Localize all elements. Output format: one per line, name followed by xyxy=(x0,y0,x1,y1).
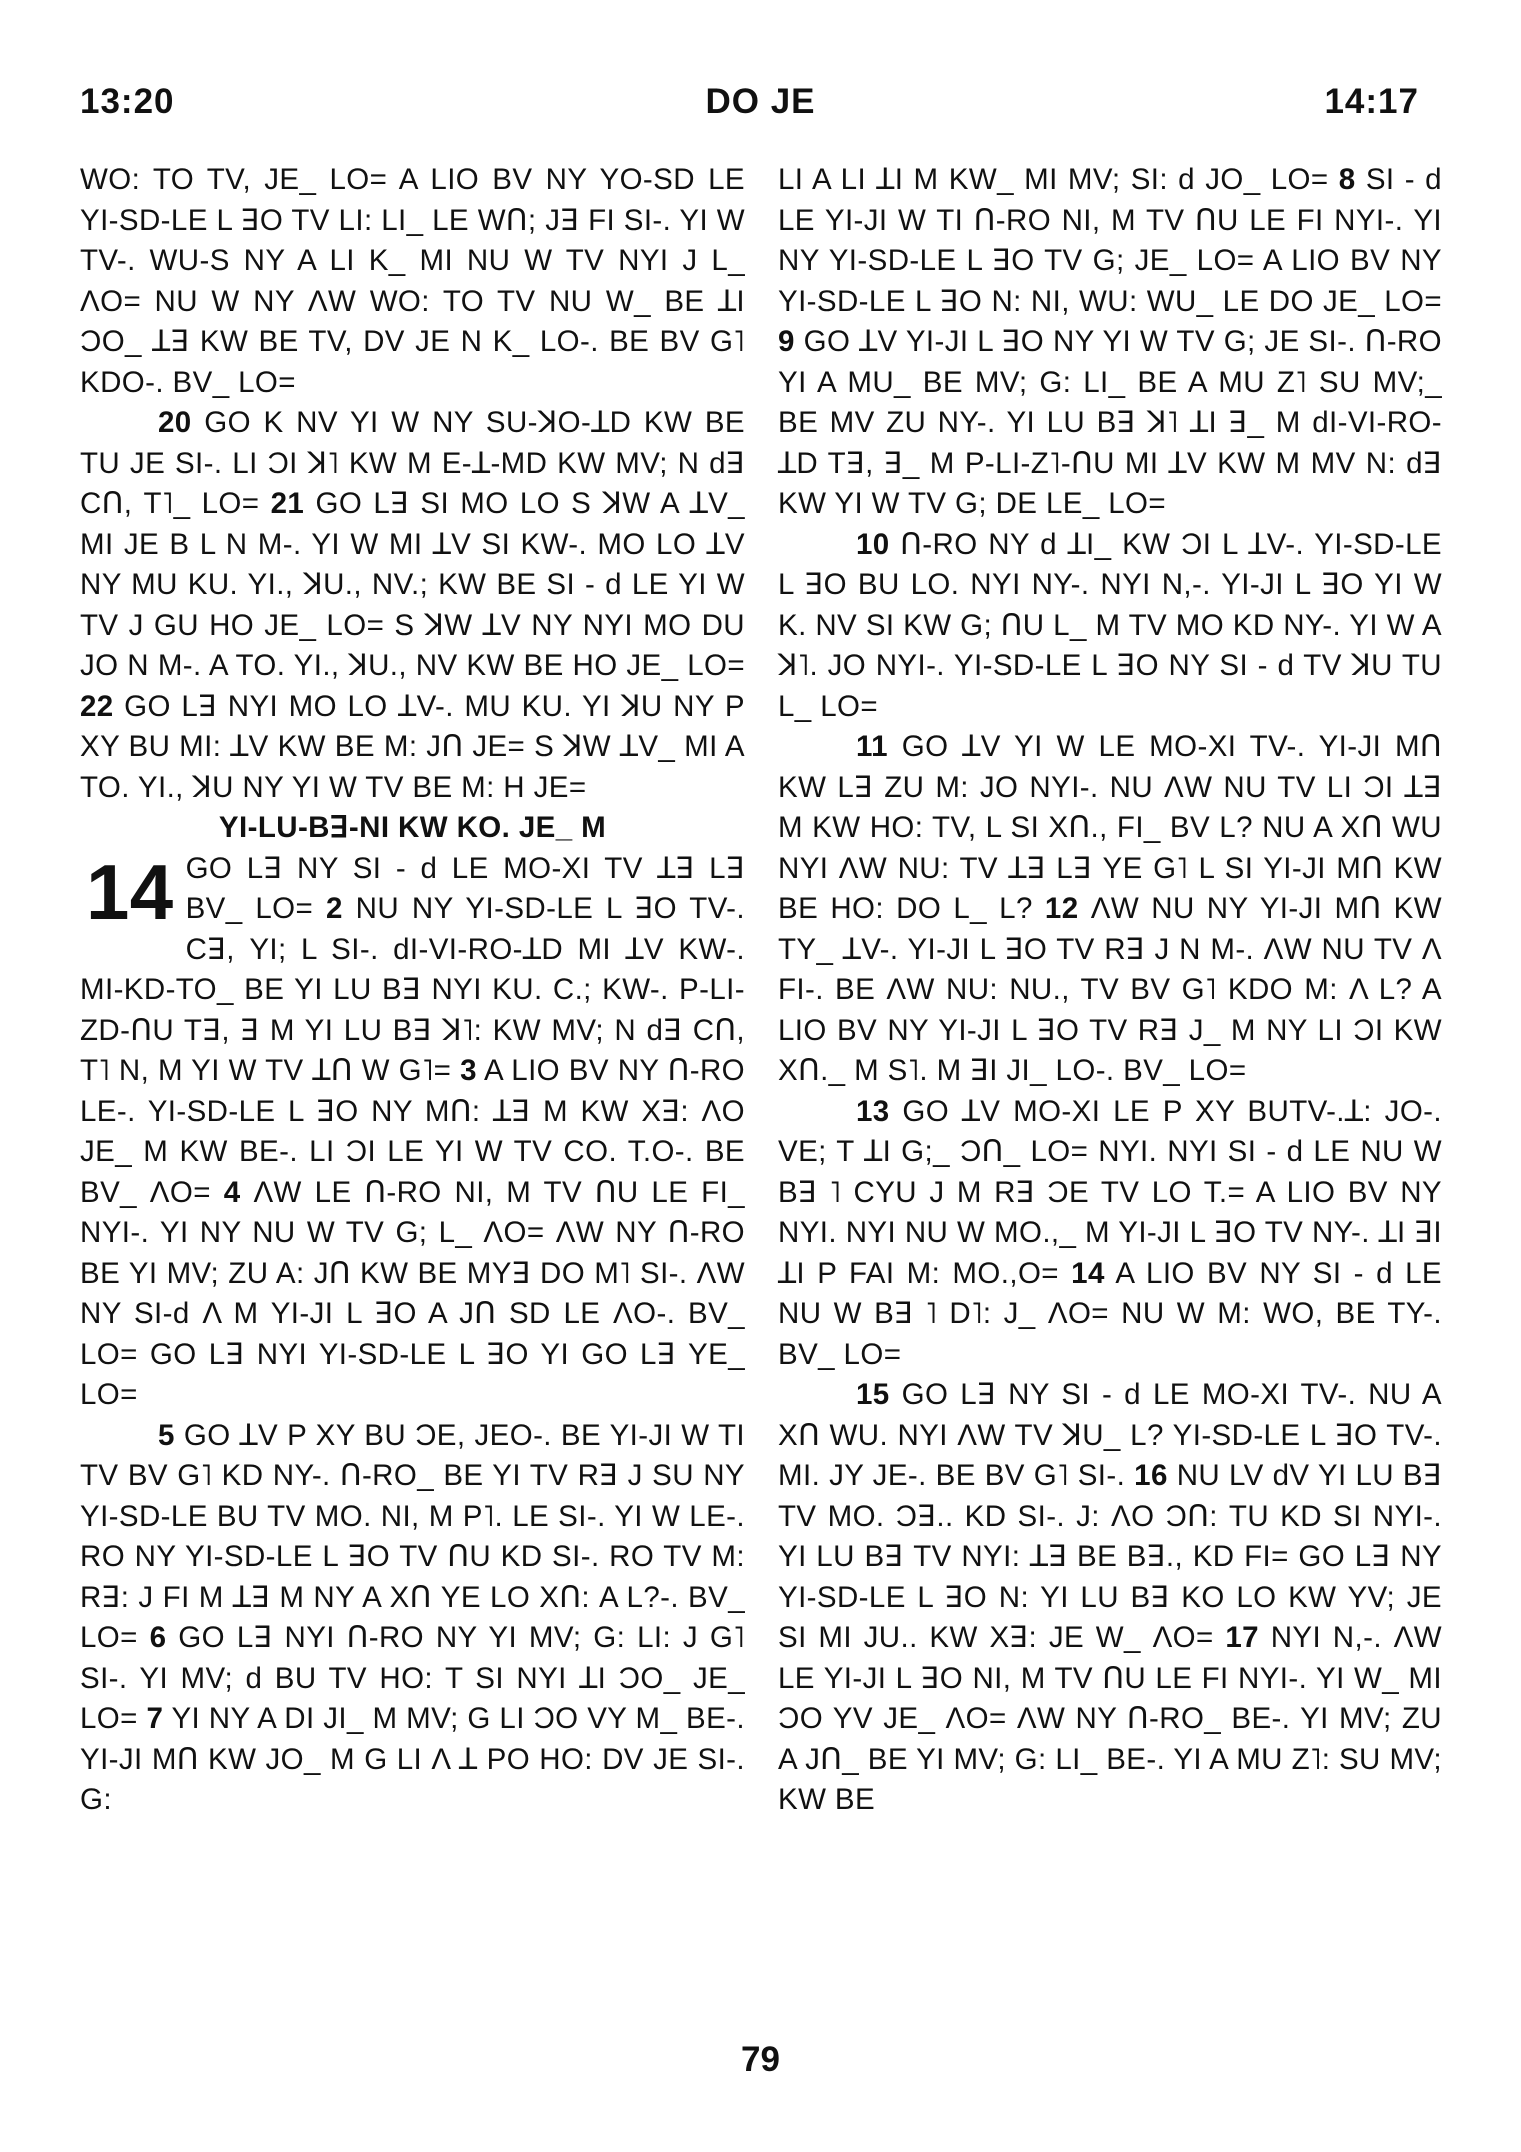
verse-number: 7 xyxy=(146,1702,164,1735)
paragraph xyxy=(778,727,1442,1092)
verse-number: 2 xyxy=(325,892,343,925)
verse-number: 12 xyxy=(1044,892,1079,925)
paragraph-text: GO Lꓱ SI MO LO S ꓘW A ꓕV_ MI JE B L N M-. YI W MI ꓕV SI KW-. MO LO ꓕV NY MU KU. YI., ꓘU., NV.; KW BE SI - d LE YI W TV J GU HO JE_ LO= S ꓘW ꓕV NY NYI MO DU JO N M-. A TO. YI., ꓘU., NV KW BE HO JE_ LO= xyxy=(80,487,745,682)
verse-number: 10 xyxy=(856,527,890,561)
paragraph xyxy=(778,160,1442,525)
verse-number: 22 xyxy=(80,689,114,723)
paragraph-text: A LIO BV NY ꓵ-RO LE-. YI-SD-LE L ꓱO NY Mꓵ: ꓕꓱ M KW Xꓱ: ΛO JE_ M KW BE-. LI ƆI LE YI W TV CO. T.O-. BE BV_ ΛO= xyxy=(80,1054,746,1209)
section-heading: YI-LU-Bꓱ-NI KW KO. JE_ M xyxy=(218,811,607,844)
paragraph xyxy=(80,160,745,403)
paragraph-text: NYI N,-. ΛW LE YI-JI L ꓱO NI, M TV ꓵU LE FI NYI-. YI W_ MI ƆO YV JE_ ΛO= ΛW NY ꓵ-RO_ BE-. YI MV; ZU A Jꓵ_ BE YI MV; G: LI_ BE-. YI A MU Z˥: SU MV; KW BE xyxy=(778,1621,1442,1816)
paragraph-text: GO Lꓱ NYI ꓵ-RO NY YI MV; G: LI: J G˥ SI-. YI MV; d BU TV HO: T SI NYI ꓕI ƆO_ JE_ LO= xyxy=(80,1621,745,1735)
verse-number: 8 xyxy=(1338,163,1356,196)
paragraph xyxy=(80,1416,745,1821)
paragraph-text: NU LV dV YI LU Bꓱ TV MO. Ɔꓱ.. KD SI-. J: ΛO Ɔꓵ: TU KD SI NYI-. YI LU Bꓱ TV NYI: ꓕꓱ BE Bꓱ., KD FI= GO Lꓱ NY YI-SD-LE L ꓱO N: YI LU Bꓱ KO LO KW YV; JE SI MI JU.. KW Xꓱ: JE W_ ΛO= xyxy=(778,1459,1442,1654)
running-head-right: 14:17 xyxy=(1324,82,1419,121)
right-column xyxy=(778,160,1442,1821)
verse-number: 21 xyxy=(270,487,305,520)
paragraph xyxy=(778,1375,1442,1821)
paragraph xyxy=(778,1092,1442,1376)
paragraph-text: SI - d LE YI-JI W TI ꓵ-RO NI, M TV ꓵU LE FI NYI-. YI NY YI-SD-LE L ꓱO TV G; JE_ LO= A LIO BV NY YI-SD-LE L ꓱO N: NI, WU: WU_ LE DO JE_ LO= xyxy=(778,163,1442,318)
paragraph-text: GO ꓕV YI-JI L ꓱO NY YI W TV G; JE SI-. ꓵ-RO YI A MU_ BE MV; G: LI_ BE A MU Z˥ SU MV;_ BE MV ZU NY-. YI LU Bꓱ ꓘ˥ ꓕI ꓱ_ M dI-VI-RO-ꓕD Tꓱ, ꓱ_ M P-LI-Z˥-ꓵU MI ꓕV KW M MV N: dꓱ KW YI W TV G; DE LE_ LO= xyxy=(778,325,1442,520)
running-head-left: 13:20 xyxy=(80,82,175,121)
paragraph-text: ΛW NU NY YI-JI Mꓵ KW TY_ ꓕV-. YI-JI L ꓱO TV Rꓱ J N M-. ΛW NU TV Λ FI-. BE ΛW NU: NU., TV BV G˥ KDO M: Λ L? A LIO BV NY YI-JI L ꓱO TV Rꓱ J_ M NY LI ƆI KW Xꓵ._ M S˥. M ꓱI JI_ LO-. BV_ LO= xyxy=(778,892,1442,1087)
paragraph-text: WO: TO TV, JE_ LO= A LIO BV NY YO-SD LE YI-SD-LE L ꓱO TV LI: LI_ LE Wꓵ; Jꓱ FI SI-. YI W TV-. WU-S NY A LI K_ MI NU W TV NYI J L_ ΛO= NU W NY ΛW WO: TO TV NU W_ BE ꓕI ƆO_ ꓕꓱ KW BE TV, DV JE N K_ LO-. BE BV G˥ KDO-. BV_ LO= xyxy=(80,163,745,399)
paragraph-text: GO ꓕV YI W LE MO-XI TV-. YI-JI Mꓵ KW Lꓱ ZU M: JO NYI-. NU ΛW NU TV LI ƆI ꓕꓱ M KW HO: TV, L SI Xꓵ., FI_ BV L? NU A Xꓵ WU NYI ΛW NU: TV ꓕꓱ Lꓱ YE G˥ L SI YI-JI Mꓵ KW BE HO: DO L_ L? xyxy=(778,730,1442,925)
paragraph-text: LI A LI ꓕI M KW_ MI MV; SI: d JO_ LO= xyxy=(778,163,1329,196)
paragraph xyxy=(80,849,745,1416)
paragraph xyxy=(778,525,1442,728)
paragraph-text: A LIO BV NY SI - d LE NU W Bꓱ ˥ D˥: J_ ΛO= NU W M: WO, BE TY-. BV_ LO= xyxy=(778,1256,1443,1371)
paragraph-text: NU NY YI-SD-LE L ꓱO TV-. Cꓱ, YI; L SI-. dI-VI-RO-ꓕD MI ꓕV KW-. MI-KD-TO_ BE YI LU Bꓱ NYI KU. C.; KW-. P-LI-ZD-ꓵU Tꓱ, ꓱ M YI LU Bꓱ ꓘ˥: KW MV; N dꓱ Cꓵ, T˥ N, M YI W TV ꓕꓵ W G˥= xyxy=(80,892,745,1087)
verse-number: 6 xyxy=(149,1621,167,1654)
verse-number: 14 xyxy=(1071,1256,1105,1290)
paragraph-text: ꓵ-RO NY d ꓕI_ KW ƆI L ꓕV-. YI-SD-LE L ꓱO BU LO. NYI NY-. NYI N,-. YI-JI L ꓱO YI W K. NV SI KW G; ꓵU L_ M TV MO KD NY-. YI W A ꓘ˥. JO NYI-. YI-SD-LE L ꓱO NY SI - d TV ꓘU TU L_ LO= xyxy=(778,527,1442,723)
verse-number: 16 xyxy=(1134,1459,1168,1492)
paragraph-text: GO ꓕV P XY BU ƆE, JEO-. BE YI-JI W TI TV BV G˥ KD NY-. ꓵ-RO_ BE YI TV Rꓱ J SU NY YI-SD-LE BU TV MO. NI, M P˥. LE SI-. YI W LE-. RO NY YI-SD-LE L ꓱO TV ꓵU KD SI-. RO TV M: Rꓱ: J FI M ꓕꓱ M NY A Xꓵ YE LO Xꓵ: A L?-. BV_ LO= xyxy=(80,1418,745,1654)
page-number: 79 xyxy=(741,2040,780,2079)
chapter-number: 14 xyxy=(86,847,174,936)
paragraph-text: GO Lꓱ NY SI - d LE MO-XI TV-. NU A Xꓵ WU. NYI ΛW TV ꓘU_ L? YI-SD-LE L ꓱO TV-. MI. JY JE-. BE BV G˥ SI-. xyxy=(778,1378,1442,1492)
verse-number: 3 xyxy=(460,1054,477,1087)
verse-number: 5 xyxy=(158,1418,175,1452)
paragraph-text: GO ꓕV MO-XI LE P XY BUTV-.ꓕ: JO-. VE; T ꓕI G;_ Ɔꓵ_ LO= NYI. NYI SI - d LE NU W Bꓱ ˥ CYU J M Rꓱ ƆE TV LO T.= A LIO BV NY NYI. NYI NU W MO.,_ M YI-JI L ꓱO TV NY-. ꓕI ꓱI ꓕI P FAI M: MO.,O= xyxy=(778,1094,1442,1290)
paragraph-text: GO K NV YI W NY SU-ꓘO-ꓕD KW BE TU JE SI-. LI ƆI ꓘ˥ KW M E-ꓕ-MD KW MV; N dꓱ Cꓵ, T˥_ LO= xyxy=(80,406,745,520)
left-column xyxy=(80,160,745,1821)
paragraph-text: GO Lꓱ NY SI - d LE MO-XI TV ꓕꓱ Lꓱ BV_ LO= xyxy=(185,851,745,925)
paragraph-text: YI NY A DI JI_ M MV; G LI ƆO VY M_ BE-. YI-JI Mꓵ KW JO_ M G LI Λ ꓕ PO HO: DV JE SI-. G: xyxy=(80,1702,745,1816)
paragraph-text: GO Lꓱ NYI MO LO ꓕV-. MU KU. YI ꓘU NY P XY BU MI: ꓕV KW BE M: Jꓵ JE= S ꓘW ꓕV_ MI A TO. YI., ꓘU NY YI W TV BE M: H JE= xyxy=(80,689,745,804)
verse-number: 13 xyxy=(856,1094,890,1128)
verse-number: 4 xyxy=(223,1175,241,1209)
verse-number: 17 xyxy=(1225,1621,1259,1654)
running-head-title: DO JE xyxy=(705,82,816,121)
verse-number: 15 xyxy=(856,1378,890,1411)
verse-number: 20 xyxy=(158,406,192,439)
verse-number: 9 xyxy=(778,325,795,358)
paragraph-text: ΛW LE ꓵ-RO NI, M TV ꓵU LE FI_ NYI-. YI NY NU W TV G; L_ ΛO= ΛW NY ꓵ-RO BE YI MV; ZU A: Jꓵ KW BE MYꓱ DO M˥ SI-. ΛW NY SI-d Λ M YI-JI L ꓱO A Jꓵ SD LE ΛO-. BV_ LO= GO Lꓱ NYI YI-SD-LE L ꓱO YI GO Lꓱ YE_ LO= xyxy=(80,1175,745,1411)
verse-number: 11 xyxy=(856,730,888,763)
paragraph xyxy=(80,403,745,808)
